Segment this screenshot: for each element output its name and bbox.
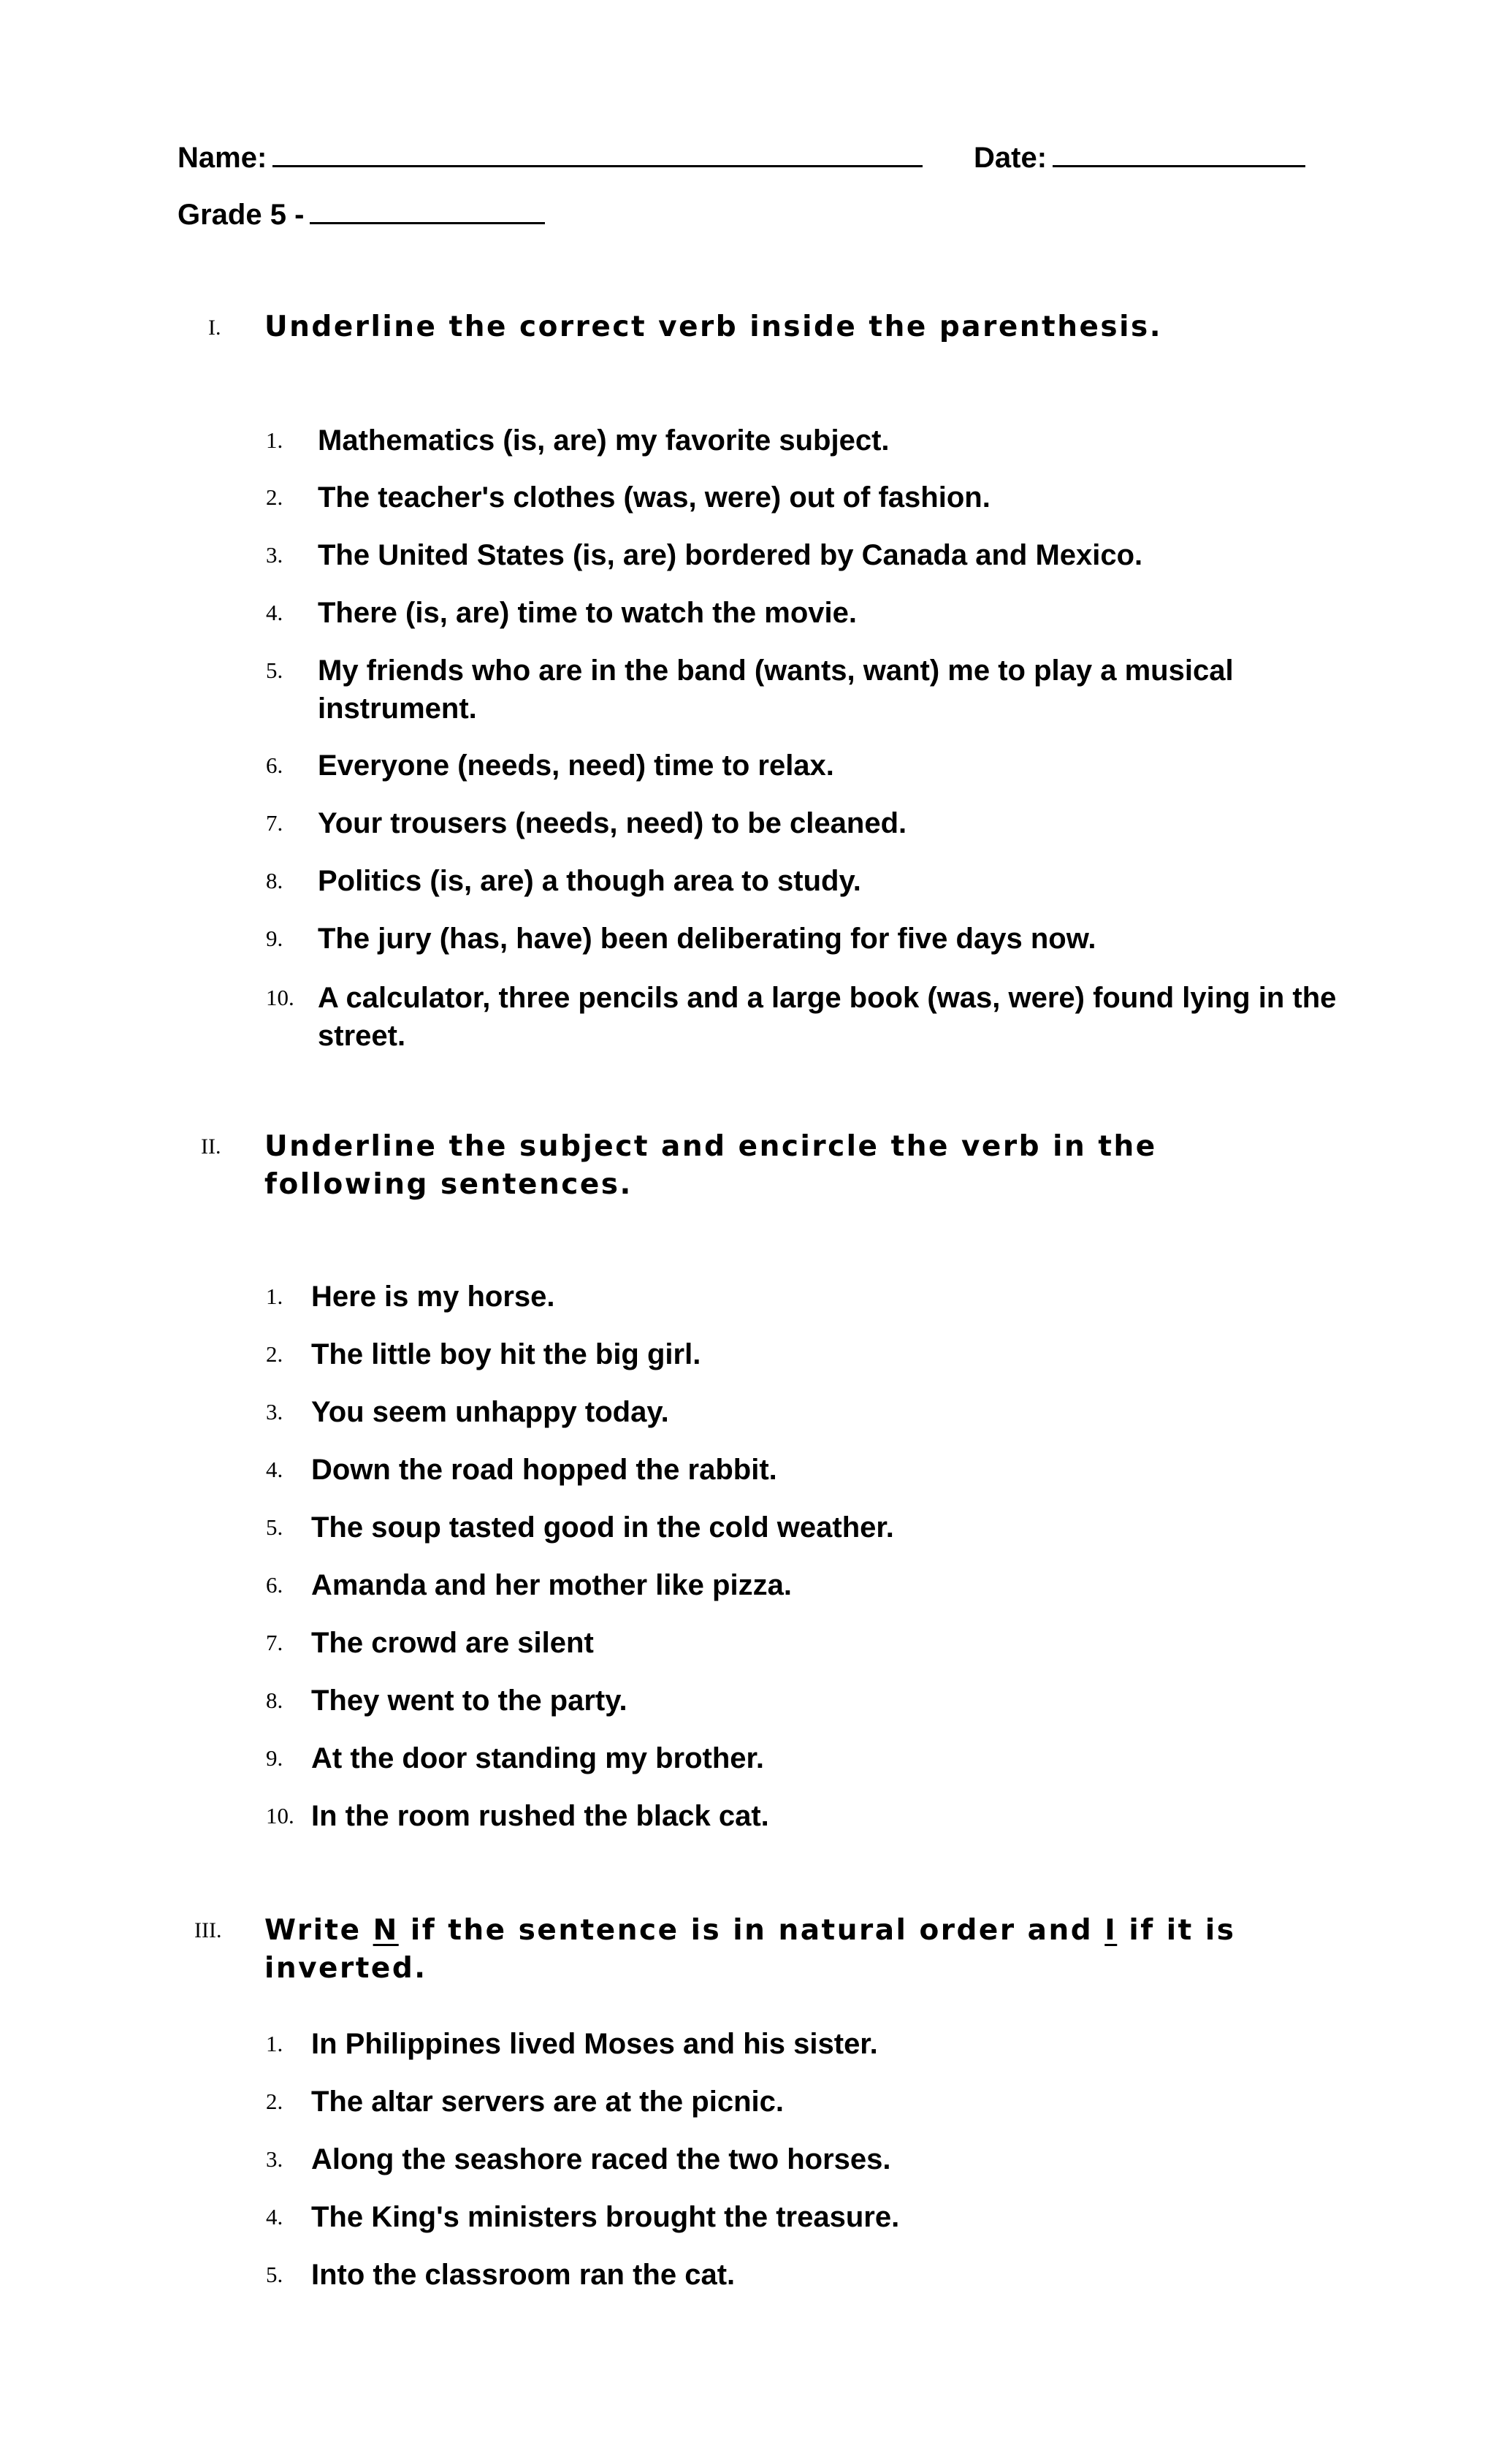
section-2-numeral: II.: [201, 1134, 221, 1159]
list-item: Along the seashore raced the two horses.: [311, 2143, 891, 2175]
list-item: Everyone (needs, need) time to relax.: [318, 750, 834, 782]
section-2-title: Underline the subject and encircle the verb in the following sentences.: [264, 1130, 1157, 1201]
list-item: Politics (is, are) a though area to study.: [318, 865, 861, 897]
list-item-number: 4.: [266, 600, 283, 625]
list-item: The teacher's clothes (was, were) out of fashion.: [318, 481, 991, 514]
list-item: The altar servers are at the picnic.: [311, 2086, 784, 2118]
date-label: Date:: [974, 142, 1047, 174]
grade-blank[interactable]: [310, 196, 545, 224]
list-item-number: 4.: [266, 2204, 283, 2230]
list-item-number: 9.: [266, 1745, 283, 1771]
list-item-number: 4.: [266, 1457, 283, 1482]
list-item-number: 10.: [266, 1803, 294, 1828]
list-item: In Philippines lived Moses and his sister.: [311, 2028, 878, 2060]
name-row: [178, 139, 923, 175]
list-item-number: 3.: [266, 542, 283, 568]
list-item: There (is, are) time to watch the movie.: [318, 597, 857, 629]
name-label: Name:: [178, 142, 267, 174]
list-item-number: 7.: [266, 1630, 283, 1655]
list-item-number: 6.: [266, 1572, 283, 1598]
list-item: The little boy hit the big girl.: [311, 1338, 701, 1370]
list-item-number: 9.: [266, 926, 283, 951]
grade-label: Grade 5 -: [178, 199, 305, 231]
list-item: The jury (has, have) been deliberating for five days now.: [318, 923, 1096, 955]
list-item: Amanda and her mother like pizza.: [311, 1569, 792, 1601]
list-item-number: 5.: [266, 1514, 283, 1540]
section-3-title-mid: if the sentence is in natural order and: [398, 1914, 1105, 1947]
grade-row: [178, 196, 545, 232]
list-item-number: 7.: [266, 810, 283, 836]
date-row: [974, 139, 1305, 175]
list-item-number: 3.: [266, 2146, 283, 2172]
list-item-number: 2.: [266, 484, 283, 510]
section-3-title: [264, 1912, 1331, 1988]
list-item-number: 1.: [266, 1284, 283, 1309]
natural-order-letter: N: [373, 1914, 399, 1947]
list-item: They went to the party.: [311, 1685, 627, 1717]
list-item: The King's ministers brought the treasure.: [311, 2201, 900, 2233]
list-item: Mathematics (is, are) my favorite subject.: [318, 424, 890, 457]
list-item-number: 8.: [266, 1687, 283, 1713]
list-item: My friends who are in the band (wants, want) me to play a musical instrument.: [318, 655, 1234, 725]
list-item: At the door standing my brother.: [311, 1742, 765, 1774]
list-item-number: 3.: [266, 1399, 283, 1424]
list-item-number: 8.: [266, 868, 283, 893]
date-blank[interactable]: [1053, 139, 1305, 167]
name-blank[interactable]: [272, 139, 923, 167]
section-1-title: Underline the correct verb inside the parenthesis.: [264, 310, 1163, 343]
list-item: The crowd are silent: [311, 1627, 594, 1659]
section-3-title-pre: Write: [264, 1914, 373, 1947]
list-item: The United States (is, are) bordered by Canada and Mexico.: [318, 539, 1143, 571]
list-item: Into the classroom ran the cat.: [311, 2259, 736, 2291]
section-3-numeral: III.: [194, 1918, 222, 1942]
inverted-order-letter: I: [1104, 1914, 1118, 1947]
list-item-number: 1.: [266, 2031, 283, 2056]
list-item-number: 10.: [266, 985, 294, 1010]
list-item-number: 5.: [266, 2262, 283, 2287]
list-item-number: 1.: [266, 427, 283, 453]
list-item: You seem unhappy today.: [311, 1396, 669, 1428]
list-item: Here is my horse.: [311, 1281, 555, 1313]
list-item: In the room rushed the black cat.: [311, 1800, 769, 1832]
list-item: A calculator, three pencils and a large book (was, were) found lying in the street.: [318, 982, 1337, 1052]
list-item-number: 6.: [266, 752, 283, 778]
section-3-title-post: if it is inverted.: [264, 1914, 1236, 1985]
list-item-number: 2.: [266, 1341, 283, 1367]
section-1-numeral: I.: [208, 316, 221, 340]
list-item-number: 2.: [266, 2089, 283, 2114]
list-item: The soup tasted good in the cold weather.: [311, 1511, 894, 1544]
list-item: Your trousers (needs, need) to be cleaned.: [318, 807, 907, 839]
list-item: Down the road hopped the rabbit.: [311, 1454, 777, 1486]
list-item-number: 5.: [266, 657, 283, 683]
